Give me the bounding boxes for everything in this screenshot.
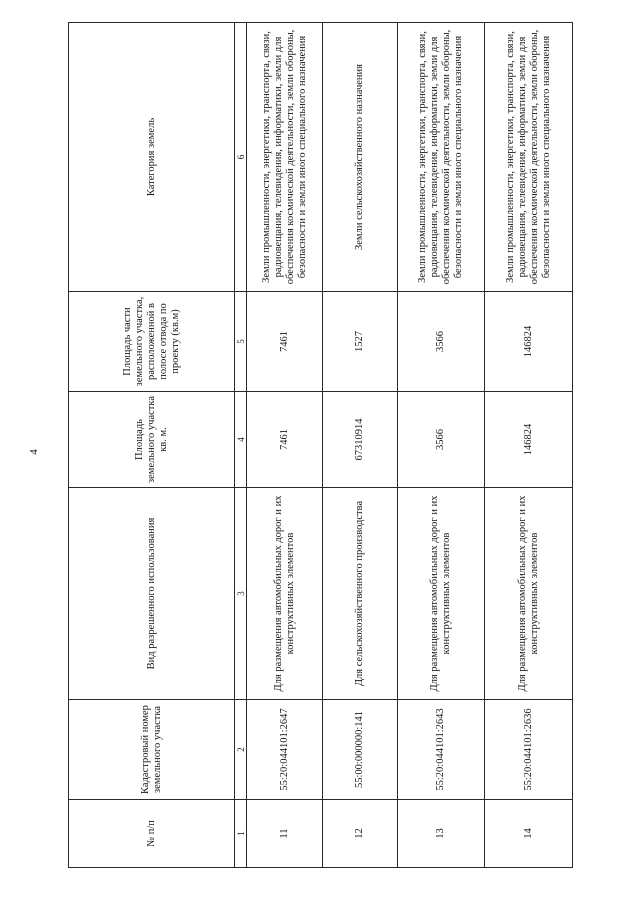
header-use: Вид разрешенного использования [69, 488, 235, 700]
cell-category: Земли промышленности, энергетики, транспорта, связи, радиовещания, телевидения, информатики, земли для обеспечения космической деятельности, земли обороны, безопасности и земли иного специального назначения [485, 23, 573, 292]
column-number-row [235, 23, 247, 868]
cell-area: 67310914 [323, 392, 398, 488]
land-plots-table [68, 22, 573, 868]
cell-num: 13 [398, 800, 485, 868]
cell-num: 12 [323, 800, 398, 868]
cell-part-area: 1527 [323, 292, 398, 392]
column-number: 3 [235, 488, 247, 700]
cell-part-area: 3566 [398, 292, 485, 392]
cell-use: Для размещения автомобильных дорог и их конструктивных элементов [485, 488, 573, 700]
table-row [247, 23, 323, 868]
land-plots-table-rotated [68, 23, 555, 868]
table-row [485, 23, 573, 868]
header-row [69, 23, 235, 868]
cell-part-area: 146824 [485, 292, 573, 392]
header-category: Категория земель [69, 23, 235, 292]
page-number: 4 [28, 449, 40, 455]
cell-use: Для размещения автомобильных дорог и их конструктивных элементов [398, 488, 485, 700]
cell-use: Для размещения автомобильных дорог и их конструктивных элементов [247, 488, 323, 700]
table-row [398, 23, 485, 868]
cell-area: 3566 [398, 392, 485, 488]
column-number: 5 [235, 292, 247, 392]
cell-area: 146824 [485, 392, 573, 488]
cell-category: Земли сельскохозяйственного назначения [323, 23, 398, 292]
cell-cadastral: 55:20:044101:2643 [398, 700, 485, 800]
header-cadastral: Кадастровый номер земельного участка [69, 700, 235, 800]
cell-cadastral: 55:20:044101:2647 [247, 700, 323, 800]
cell-category: Земли промышленности, энергетики, транспорта, связи, радиовещания, телевидения, информатики, земли для обеспечения космической деятельности, земли обороны, безопасности и земли иного специального назначения [247, 23, 323, 292]
cell-num: 14 [485, 800, 573, 868]
cell-part-area: 7461 [247, 292, 323, 392]
column-number: 6 [235, 23, 247, 292]
table-row [323, 23, 398, 868]
cell-area: 7461 [247, 392, 323, 488]
column-number: 4 [235, 392, 247, 488]
column-number: 1 [235, 800, 247, 868]
cell-category: Земли промышленности, энергетики, транспорта, связи, радиовещания, телевидения, информатики, земли для обеспечения космической деятельности, земли обороны, безопасности и земли иного специального назначения [398, 23, 485, 292]
cell-cadastral: 55:20:044101:2636 [485, 700, 573, 800]
header-num: № п/п [69, 800, 235, 868]
header-part-area: Площадь части земельного участка, расположенной в полосе отвода по проекту (кв.м) [69, 292, 235, 392]
column-number: 2 [235, 700, 247, 800]
cell-cadastral: 55:00:000000:141 [323, 700, 398, 800]
cell-use: Для сельскохозяйственного производства [323, 488, 398, 700]
cell-num: 11 [247, 800, 323, 868]
header-area: Площадь земельного участка кв. м. [69, 392, 235, 488]
